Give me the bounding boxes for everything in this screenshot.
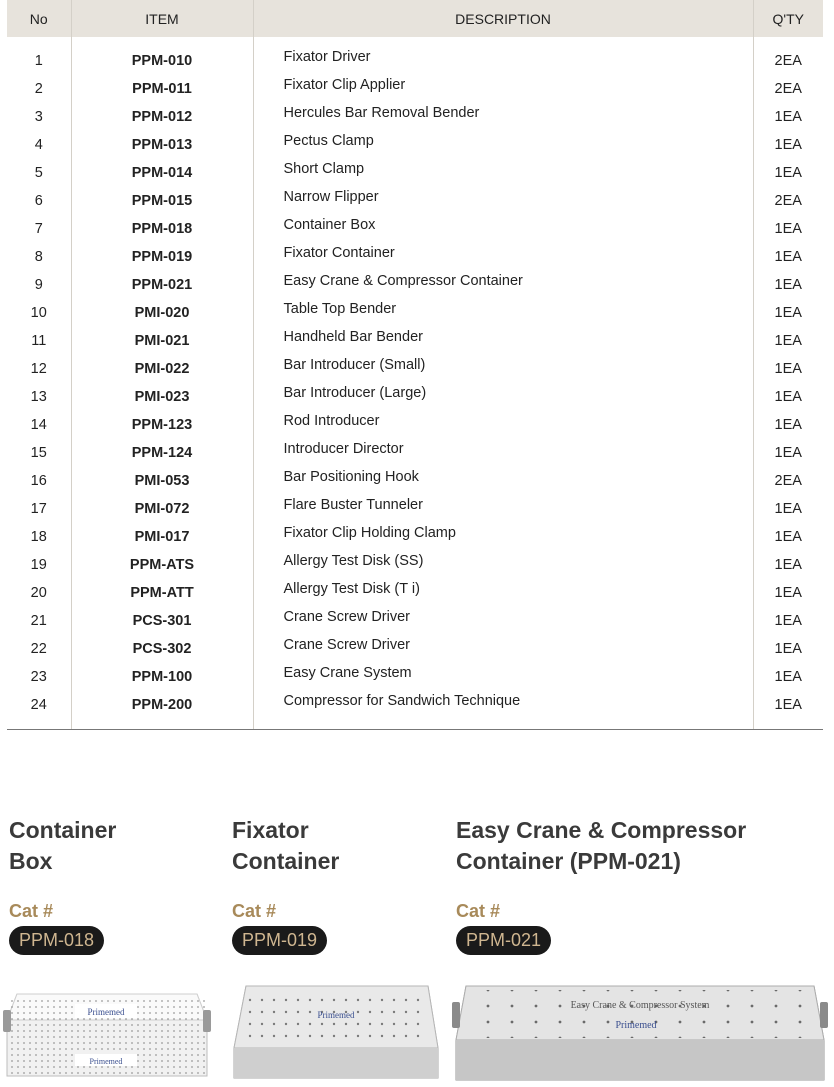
row-description: Compressor for Sandwich Technique bbox=[253, 687, 753, 725]
svg-text:Primemed: Primemed bbox=[89, 1057, 123, 1066]
row-item: PPM-200 bbox=[71, 691, 253, 729]
product-title: Fixator Container bbox=[232, 817, 340, 874]
row-no: 3 bbox=[7, 103, 71, 131]
row-description: Hercules Bar Removal Bender bbox=[253, 99, 753, 127]
row-item: PMI-072 bbox=[71, 495, 253, 523]
row-qty: 1EA bbox=[774, 669, 802, 685]
brand-logo: Primemed bbox=[615, 1020, 657, 1031]
row-no: 5 bbox=[7, 159, 71, 187]
header-item: ITEM bbox=[71, 0, 253, 37]
row-no: 10 bbox=[7, 299, 71, 327]
table-row bbox=[7, 37, 823, 75]
brand-logo: Primemed bbox=[317, 1010, 355, 1020]
row-item: PPM-012 bbox=[71, 103, 253, 131]
row-qty: 2EA bbox=[774, 53, 802, 69]
product-container-box bbox=[9, 815, 209, 950]
row-description: Container Box bbox=[253, 211, 753, 239]
row-qty: 1EA bbox=[774, 277, 802, 293]
row-item: PMI-022 bbox=[71, 355, 253, 383]
row-no: 7 bbox=[7, 215, 71, 243]
row-item: PPM-ATS bbox=[71, 551, 253, 579]
header-qty: Q'TY bbox=[753, 0, 823, 37]
row-item: PPM-021 bbox=[71, 271, 253, 299]
row-qty: 1EA bbox=[774, 529, 802, 545]
row-no: 16 bbox=[7, 467, 71, 495]
row-no: 14 bbox=[7, 411, 71, 439]
row-qty: 1EA bbox=[774, 137, 802, 153]
row-description: Table Top Bender bbox=[253, 295, 753, 323]
row-item: PPM-011 bbox=[71, 75, 253, 103]
row-no: 23 bbox=[7, 663, 71, 691]
row-qty: 1EA bbox=[774, 417, 802, 433]
row-item: PMI-053 bbox=[71, 467, 253, 495]
product-fixator-container bbox=[232, 815, 442, 950]
row-description: Easy Crane & Compressor Container bbox=[253, 267, 753, 295]
row-item: PPM-013 bbox=[71, 131, 253, 159]
row-qty: 1EA bbox=[774, 613, 802, 629]
product-easy-crane-container bbox=[456, 815, 826, 950]
row-description: Introducer Director bbox=[253, 435, 753, 463]
row-description: Crane Screw Driver bbox=[253, 631, 753, 659]
row-no: 22 bbox=[7, 635, 71, 663]
row-description: Allergy Test Disk (T i) bbox=[253, 575, 753, 603]
cat-number-badge: PPM-019 bbox=[232, 926, 327, 955]
row-qty: 1EA bbox=[774, 361, 802, 377]
row-item: PPM-010 bbox=[71, 37, 253, 75]
instrument-table-container bbox=[7, 0, 823, 730]
row-qty: 1EA bbox=[774, 165, 802, 181]
row-no: 8 bbox=[7, 243, 71, 271]
row-no: 4 bbox=[7, 131, 71, 159]
row-item: PMI-023 bbox=[71, 383, 253, 411]
header-no: No bbox=[7, 0, 71, 37]
row-qty: 1EA bbox=[774, 109, 802, 125]
row-qty: 2EA bbox=[774, 193, 802, 209]
row-item: PCS-302 bbox=[71, 635, 253, 663]
row-description: Handheld Bar Bender bbox=[253, 323, 753, 351]
cat-label: Cat # bbox=[9, 901, 54, 921]
row-qty: 1EA bbox=[774, 221, 802, 237]
cat-number-badge: PPM-021 bbox=[456, 926, 551, 955]
row-description: Bar Introducer (Large) bbox=[253, 379, 753, 407]
row-description: Fixator Clip Holding Clamp bbox=[253, 519, 753, 547]
row-no: 13 bbox=[7, 383, 71, 411]
row-item: PCS-301 bbox=[71, 607, 253, 635]
row-no: 15 bbox=[7, 439, 71, 467]
row-qty: 1EA bbox=[774, 333, 802, 349]
product-title: Container Box bbox=[9, 817, 117, 874]
row-no: 19 bbox=[7, 551, 71, 579]
row-description: Bar Positioning Hook bbox=[253, 463, 753, 491]
product-title: Easy Crane & Compressor Container (PPM-021) bbox=[456, 817, 747, 874]
row-qty: 2EA bbox=[774, 81, 802, 97]
header-description: DESCRIPTION bbox=[253, 0, 753, 37]
row-description: Easy Crane System bbox=[253, 659, 753, 687]
row-qty: 1EA bbox=[774, 557, 802, 573]
row-item: PPM-124 bbox=[71, 439, 253, 467]
row-description: Flare Buster Tunneler bbox=[253, 491, 753, 519]
row-item: PPM-100 bbox=[71, 663, 253, 691]
row-no: 2 bbox=[7, 75, 71, 103]
cat-label: Cat # bbox=[232, 901, 277, 921]
row-no: 11 bbox=[7, 327, 71, 355]
row-item: PMI-020 bbox=[71, 299, 253, 327]
row-description: Rod Introducer bbox=[253, 407, 753, 435]
brand-logo: Primemed bbox=[87, 1007, 125, 1017]
easy-crane-container-image bbox=[452, 982, 828, 1084]
row-no: 17 bbox=[7, 495, 71, 523]
row-no: 20 bbox=[7, 579, 71, 607]
row-qty: 2EA bbox=[774, 473, 802, 489]
row-item: PMI-021 bbox=[71, 327, 253, 355]
row-no: 24 bbox=[7, 691, 71, 729]
row-qty: 1EA bbox=[774, 641, 802, 657]
row-qty: 1EA bbox=[774, 501, 802, 517]
row-no: 12 bbox=[7, 355, 71, 383]
row-item: PPM-015 bbox=[71, 187, 253, 215]
row-qty: 1EA bbox=[774, 445, 802, 461]
row-description: Narrow Flipper bbox=[253, 183, 753, 211]
row-description: Crane Screw Driver bbox=[253, 603, 753, 631]
row-item: PMI-017 bbox=[71, 523, 253, 551]
row-no: 18 bbox=[7, 523, 71, 551]
table-body bbox=[7, 37, 823, 729]
row-qty: 1EA bbox=[774, 697, 802, 713]
container-box-image bbox=[3, 980, 211, 1084]
row-description: Short Clamp bbox=[253, 155, 753, 183]
row-no: 21 bbox=[7, 607, 71, 635]
row-no: 1 bbox=[7, 37, 71, 75]
row-item: PPM-018 bbox=[71, 215, 253, 243]
table-row bbox=[7, 691, 823, 729]
row-description: Pectus Clamp bbox=[253, 127, 753, 155]
cat-label: Cat # bbox=[456, 901, 501, 921]
row-item: PPM-123 bbox=[71, 411, 253, 439]
cat-number-badge: PPM-018 bbox=[9, 926, 104, 955]
row-item: PPM-ATT bbox=[71, 579, 253, 607]
row-qty: 1EA bbox=[774, 585, 802, 601]
table-header-row bbox=[7, 0, 823, 37]
instrument-table bbox=[7, 0, 823, 729]
table-bottom-rule bbox=[7, 729, 823, 730]
row-description: Allergy Test Disk (SS) bbox=[253, 547, 753, 575]
row-description: Fixator Driver bbox=[253, 33, 753, 71]
lid-engraving: Easy Crane & Compressor System bbox=[570, 1000, 710, 1011]
row-description: Fixator Container bbox=[253, 239, 753, 267]
row-qty: 1EA bbox=[774, 249, 802, 265]
fixator-container-image bbox=[232, 982, 440, 1082]
row-qty: 1EA bbox=[774, 389, 802, 405]
row-no: 9 bbox=[7, 271, 71, 299]
row-description: Bar Introducer (Small) bbox=[253, 351, 753, 379]
row-no: 6 bbox=[7, 187, 71, 215]
row-item: PPM-019 bbox=[71, 243, 253, 271]
row-description: Fixator Clip Applier bbox=[253, 71, 753, 99]
row-item: PPM-014 bbox=[71, 159, 253, 187]
row-qty: 1EA bbox=[774, 305, 802, 321]
